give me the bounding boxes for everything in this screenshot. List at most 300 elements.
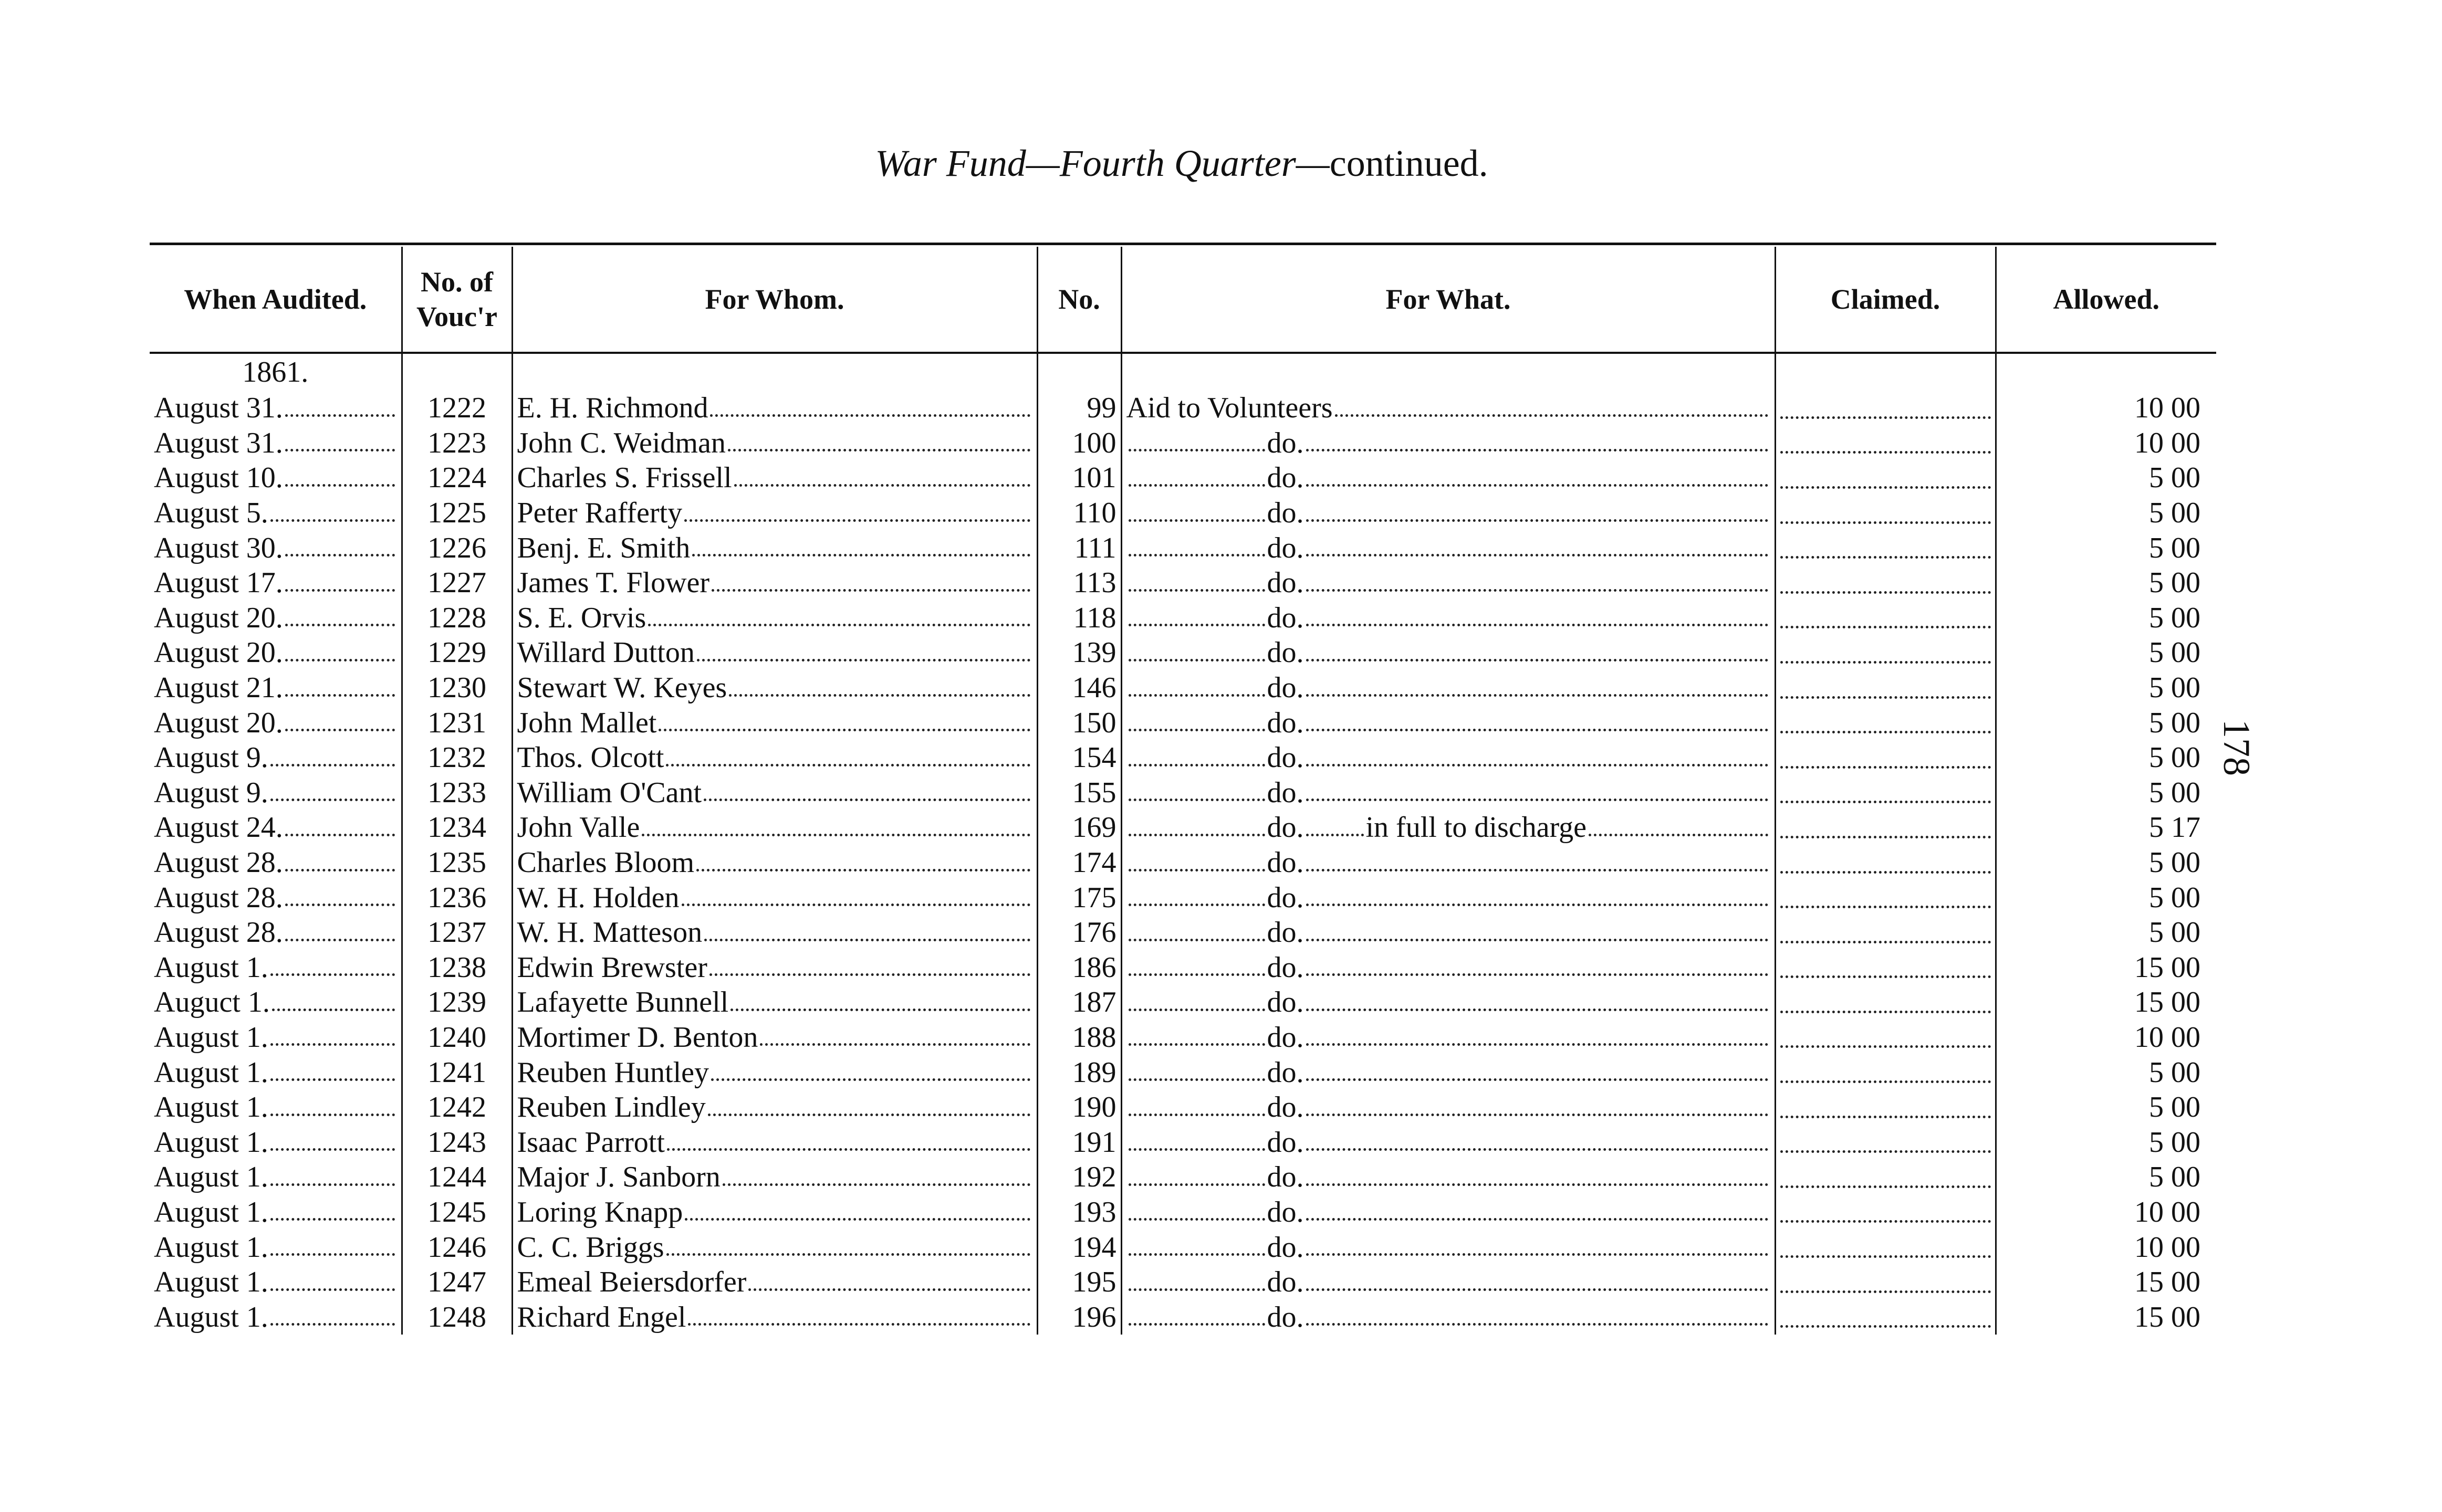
cell-for-whom	[512, 950, 1037, 985]
cell-allowed: 5 00	[1996, 670, 2216, 706]
table-row	[150, 1160, 2216, 1195]
cell-voucher: 1225	[402, 496, 512, 531]
cell-voucher: 1226	[402, 530, 512, 565]
dot-leader	[270, 1148, 395, 1151]
dot-leader	[285, 869, 395, 872]
date-text: August 21.	[154, 671, 283, 705]
cell-no: 176	[1037, 915, 1121, 950]
dot-leader	[270, 519, 395, 522]
dot-leader	[642, 834, 1030, 836]
cell-allowed: 5 00	[1996, 845, 2216, 880]
what-text: do.	[1267, 636, 1304, 669]
page-title-italic: War Fund—Fourth Quarter—	[875, 142, 1330, 184]
dot-leader	[1306, 1183, 1768, 1186]
whom-text: W. H. Holden	[517, 881, 680, 914]
cell-date	[150, 1265, 402, 1300]
cell-for-what	[1121, 460, 1775, 496]
dot-leader	[270, 1183, 395, 1186]
dot-leader	[710, 414, 1030, 417]
dot-leader	[1780, 451, 1991, 454]
dot-leader	[270, 1078, 395, 1081]
date-text: August 17.	[154, 566, 283, 600]
dot-leader	[1306, 1253, 1768, 1256]
whom-text: Major J. Sanborn	[517, 1161, 721, 1194]
dot-leader	[1780, 486, 1991, 489]
cell-for-what	[1121, 705, 1775, 740]
cell-date	[150, 391, 402, 426]
dot-leader	[1780, 416, 1991, 419]
cell-allowed: 5 00	[1996, 565, 2216, 601]
table-row	[150, 705, 2216, 740]
what-extra-text: in full to discharge	[1365, 811, 1587, 844]
dot-leader	[666, 1253, 1030, 1256]
date-text: August 28.	[154, 881, 283, 914]
cell-claimed	[1775, 985, 1996, 1020]
dot-leader	[1129, 449, 1265, 452]
cell-allowed: 5 00	[1996, 1055, 2216, 1090]
cell-date	[150, 985, 402, 1020]
cell-for-whom	[512, 1160, 1037, 1195]
cell-date	[150, 1299, 402, 1335]
cell-no: 193	[1037, 1195, 1121, 1230]
what-text: do.	[1267, 916, 1304, 949]
dot-leader	[285, 414, 395, 417]
what-text: do.	[1267, 1091, 1304, 1124]
cell-allowed: 5 00	[1996, 635, 2216, 670]
table-row	[150, 530, 2216, 565]
cell-for-whom	[512, 530, 1037, 565]
cell-voucher: 1239	[402, 985, 512, 1020]
whom-text: Stewart W. Keyes	[517, 671, 727, 705]
cell-claimed	[1775, 705, 1996, 740]
cell-voucher: 1237	[402, 915, 512, 950]
cell-claimed	[1775, 1020, 1996, 1055]
cell-allowed: 5 00	[1996, 915, 2216, 950]
cell-voucher: 1243	[402, 1125, 512, 1160]
cell-date	[150, 915, 402, 950]
dot-leader	[1780, 1325, 1991, 1328]
what-text: do.	[1267, 706, 1304, 739]
page-number: 178	[2216, 719, 2258, 776]
cell-no: 146	[1037, 670, 1121, 706]
whom-text: E. H. Richmond	[517, 392, 708, 425]
cell-allowed: 5 00	[1996, 460, 2216, 496]
cell-allowed: 5 00	[1996, 740, 2216, 775]
cell-no: 118	[1037, 601, 1121, 636]
date-text: August 20.	[154, 601, 283, 634]
table-row	[150, 1125, 2216, 1160]
cell-no: 111	[1037, 530, 1121, 565]
dot-leader	[1306, 624, 1768, 626]
what-text: do.	[1267, 1231, 1304, 1264]
header-claimed: Claimed.	[1775, 247, 1996, 353]
cell-claimed	[1775, 915, 1996, 950]
year-label: 1861.	[242, 356, 309, 388]
dot-leader	[1306, 659, 1768, 662]
dot-leader	[1306, 904, 1768, 906]
dot-leader	[1306, 939, 1768, 941]
date-text: August 1.	[154, 1056, 268, 1089]
dot-leader	[1306, 973, 1768, 976]
cell-for-whom	[512, 810, 1037, 845]
dot-leader	[1306, 834, 1364, 836]
date-text: August 10.	[154, 461, 283, 495]
cell-date	[150, 1160, 402, 1195]
dot-leader	[682, 904, 1030, 906]
cell-no: 187	[1037, 985, 1121, 1020]
date-text: August 1.	[154, 1091, 268, 1124]
dot-leader	[1306, 1148, 1768, 1151]
dot-leader	[1129, 764, 1265, 766]
date-text: August 24.	[154, 811, 283, 844]
cell-allowed: 10 00	[1996, 1020, 2216, 1055]
dot-leader	[1306, 1078, 1768, 1081]
whom-text: James T. Flower	[517, 566, 710, 600]
dot-leader	[285, 904, 395, 906]
dot-leader	[1129, 834, 1265, 836]
cell-date	[150, 601, 402, 636]
date-text: August 28.	[154, 846, 283, 879]
cell-voucher: 1224	[402, 460, 512, 496]
cell-for-what	[1121, 496, 1775, 531]
cell-claimed	[1775, 810, 1996, 845]
cell-claimed	[1775, 1265, 1996, 1300]
cell-date	[150, 1020, 402, 1055]
cell-voucher: 1223	[402, 426, 512, 461]
cell-for-whom	[512, 1230, 1037, 1265]
whom-text: John Mallet	[517, 706, 657, 739]
cell-no: 194	[1037, 1230, 1121, 1265]
cell-allowed: 10 00	[1996, 426, 2216, 461]
cell-date	[150, 426, 402, 461]
cell-voucher: 1230	[402, 670, 512, 706]
dot-leader	[285, 729, 395, 731]
table-row	[150, 985, 2216, 1020]
cell-voucher: 1229	[402, 635, 512, 670]
dot-leader	[1780, 1255, 1991, 1258]
date-text: August 1.	[154, 1266, 268, 1299]
cell-no: 192	[1037, 1160, 1121, 1195]
cell-voucher: 1231	[402, 705, 512, 740]
dot-leader	[1780, 1185, 1991, 1188]
cell-allowed: 5 00	[1996, 496, 2216, 531]
dot-leader	[285, 589, 395, 592]
cell-voucher: 1234	[402, 810, 512, 845]
date-text: August 1.	[154, 1231, 268, 1264]
dot-leader	[684, 519, 1030, 522]
dot-leader	[1129, 659, 1265, 662]
cell-for-what	[1121, 880, 1775, 915]
cell-for-what	[1121, 670, 1775, 706]
dot-leader	[667, 1148, 1030, 1151]
dot-leader	[1306, 799, 1768, 801]
dot-leader	[1129, 799, 1265, 801]
date-text: August 1.	[154, 1300, 268, 1334]
dot-leader	[692, 554, 1030, 556]
cell-for-whom	[512, 426, 1037, 461]
cell-date	[150, 740, 402, 775]
cell-claimed	[1775, 880, 1996, 915]
what-text: do.	[1267, 497, 1304, 530]
header-voucher-no: No. of Vouc'r	[402, 247, 512, 353]
table-row	[150, 670, 2216, 706]
cell-allowed: 15 00	[1996, 950, 2216, 985]
table-row	[150, 915, 2216, 950]
table-row	[150, 635, 2216, 670]
cell-voucher: 1240	[402, 1020, 512, 1055]
cell-allowed: 5 00	[1996, 601, 2216, 636]
cell-allowed: 5 00	[1996, 775, 2216, 811]
cell-for-what	[1121, 1055, 1775, 1090]
whom-text: Charles Bloom	[517, 846, 695, 879]
cell-no: 174	[1037, 845, 1121, 880]
cell-no: 189	[1037, 1055, 1121, 1090]
cell-voucher: 1242	[402, 1090, 512, 1125]
table-row	[150, 845, 2216, 880]
dot-leader	[1129, 1078, 1265, 1081]
cell-claimed	[1775, 530, 1996, 565]
cell-date	[150, 950, 402, 985]
table-row	[150, 1299, 2216, 1335]
dot-leader	[1306, 729, 1768, 731]
dot-leader	[708, 1114, 1030, 1116]
cell-for-whom	[512, 705, 1037, 740]
table-row	[150, 391, 2216, 426]
whom-text: William O'Cant	[517, 776, 702, 809]
dot-leader	[1306, 1114, 1768, 1116]
cell-for-what	[1121, 1230, 1775, 1265]
cell-date	[150, 775, 402, 811]
table-row	[150, 1230, 2216, 1265]
cell-for-whom	[512, 460, 1037, 496]
page-title	[0, 142, 2363, 185]
dot-leader	[1780, 1290, 1991, 1293]
dot-leader	[1780, 941, 1991, 943]
cell-voucher: 1228	[402, 601, 512, 636]
dot-leader	[1129, 1288, 1265, 1291]
cell-claimed	[1775, 1125, 1996, 1160]
cell-for-what	[1121, 915, 1775, 950]
cell-no: 139	[1037, 635, 1121, 670]
dot-leader	[704, 939, 1030, 941]
cell-for-what	[1121, 1265, 1775, 1300]
cell-for-whom	[512, 1090, 1037, 1125]
dot-leader	[730, 1009, 1030, 1011]
cell-allowed: 5 00	[1996, 1125, 2216, 1160]
table-row	[150, 810, 2216, 845]
dot-leader	[1780, 1220, 1991, 1223]
cell-for-what	[1121, 601, 1775, 636]
dot-leader	[270, 1288, 395, 1291]
whom-text: Mortimer D. Benton	[517, 1021, 758, 1054]
what-text: do.	[1267, 531, 1304, 564]
cell-claimed	[1775, 1055, 1996, 1090]
cell-for-whom	[512, 601, 1037, 636]
dot-leader	[1306, 554, 1768, 556]
what-text: do.	[1267, 951, 1304, 984]
dot-leader	[1306, 589, 1768, 592]
cell-voucher: 1235	[402, 845, 512, 880]
cell-voucher: 1232	[402, 740, 512, 775]
cell-date	[150, 1125, 402, 1160]
cell-for-whom	[512, 635, 1037, 670]
dot-leader	[1129, 624, 1265, 626]
dot-leader	[1335, 414, 1768, 417]
cell-date	[150, 845, 402, 880]
dot-leader	[1129, 484, 1265, 487]
what-text: do.	[1267, 846, 1304, 879]
ledger-body	[150, 353, 2216, 1335]
cell-for-whom	[512, 496, 1037, 531]
cell-for-what	[1121, 1299, 1775, 1335]
cell-for-whom	[512, 880, 1037, 915]
whom-text: S. E. Orvis	[517, 601, 646, 634]
date-text: August 1.	[154, 1021, 268, 1054]
dot-leader	[285, 659, 395, 662]
dot-leader	[760, 1043, 1030, 1046]
dot-leader	[1780, 556, 1991, 559]
cell-no: 169	[1037, 810, 1121, 845]
cell-claimed	[1775, 496, 1996, 531]
table-row	[150, 460, 2216, 496]
what-text: do.	[1267, 881, 1304, 914]
whom-text: Thos. Olcott	[517, 741, 664, 774]
cell-claimed	[1775, 775, 1996, 811]
dot-leader	[285, 449, 395, 452]
dot-leader	[1306, 1218, 1768, 1221]
cell-no: 113	[1037, 565, 1121, 601]
header-allowed: Allowed.	[1996, 247, 2216, 353]
whom-text: Loring Knapp	[517, 1195, 683, 1228]
cell-claimed	[1775, 845, 1996, 880]
dot-leader	[270, 1043, 395, 1046]
whom-text: Reuben Huntley	[517, 1056, 709, 1089]
dot-leader	[723, 1183, 1030, 1186]
cell-date	[150, 670, 402, 706]
whom-text: Charles S. Frissell	[517, 461, 732, 495]
cell-no: 188	[1037, 1020, 1121, 1055]
cell-claimed	[1775, 460, 1996, 496]
cell-no: 190	[1037, 1090, 1121, 1125]
cell-allowed: 10 00	[1996, 1195, 2216, 1230]
dot-leader	[748, 1288, 1030, 1291]
dot-leader	[1306, 1009, 1768, 1011]
date-text: August 31.	[154, 426, 283, 459]
date-text: August 5.	[154, 497, 268, 530]
dot-leader	[1129, 589, 1265, 592]
cell-allowed: 10 00	[1996, 1230, 2216, 1265]
cell-claimed	[1775, 740, 1996, 775]
what-text: do.	[1267, 566, 1304, 600]
dot-leader	[1780, 591, 1991, 594]
dot-leader	[712, 589, 1030, 592]
dot-leader	[1129, 1218, 1265, 1221]
date-text: August 20.	[154, 636, 283, 669]
what-text: do.	[1267, 1266, 1304, 1299]
cell-voucher: 1244	[402, 1160, 512, 1195]
dot-leader	[1129, 1253, 1265, 1256]
cell-voucher: 1227	[402, 565, 512, 601]
cell-no: 154	[1037, 740, 1121, 775]
date-text: August 9.	[154, 776, 268, 809]
dot-leader	[1780, 731, 1991, 733]
dot-leader	[1780, 801, 1991, 803]
cell-no: 191	[1037, 1125, 1121, 1160]
table-row	[150, 1055, 2216, 1090]
dot-leader	[704, 799, 1030, 801]
cell-for-whom	[512, 775, 1037, 811]
dot-leader	[285, 484, 395, 487]
table-row	[150, 740, 2216, 775]
cell-for-what	[1121, 635, 1775, 670]
cell-for-what	[1121, 391, 1775, 426]
cell-for-whom	[512, 565, 1037, 601]
cell-for-whom	[512, 845, 1037, 880]
cell-for-whom	[512, 391, 1037, 426]
date-text: August 1.	[154, 1161, 268, 1194]
whom-text: John Valle	[517, 811, 640, 844]
whom-text: Edwin Brewster	[517, 951, 707, 984]
dot-leader	[285, 834, 395, 836]
dot-leader	[1306, 1323, 1768, 1326]
cell-allowed: 15 00	[1996, 1265, 2216, 1300]
dot-leader	[270, 799, 395, 801]
what-text: do.	[1267, 461, 1304, 495]
dot-leader	[1129, 973, 1265, 976]
dot-leader	[285, 624, 395, 626]
dot-leader	[1129, 729, 1265, 731]
year-row	[150, 353, 2216, 391]
whom-text: Richard Engel	[517, 1300, 686, 1334]
dot-leader	[1306, 764, 1768, 766]
cell-allowed: 5 00	[1996, 530, 2216, 565]
dot-leader	[659, 729, 1030, 731]
date-text: August 9.	[154, 741, 268, 774]
cell-allowed: 5 17	[1996, 810, 2216, 845]
whom-text: Willard Dutton	[517, 636, 695, 669]
cell-claimed	[1775, 1090, 1996, 1125]
table-row	[150, 880, 2216, 915]
cell-claimed	[1775, 391, 1996, 426]
cell-date	[150, 496, 402, 531]
cell-for-what	[1121, 810, 1775, 845]
dot-leader	[1129, 1009, 1265, 1011]
dot-leader	[728, 449, 1030, 452]
what-text: do.	[1267, 1195, 1304, 1228]
table-row	[150, 1090, 2216, 1125]
dot-leader	[1129, 1148, 1265, 1151]
date-text: August 1.	[154, 1126, 268, 1159]
cell-voucher: 1236	[402, 880, 512, 915]
dot-leader	[285, 939, 395, 941]
cell-for-what	[1121, 426, 1775, 461]
dot-leader	[1780, 975, 1991, 978]
whom-text: Emeal Beiersdorfer	[517, 1266, 747, 1299]
cell-no: 150	[1037, 705, 1121, 740]
what-text: do.	[1267, 1056, 1304, 1089]
cell-for-what	[1121, 1195, 1775, 1230]
dot-leader	[1306, 484, 1768, 487]
dot-leader	[1780, 836, 1991, 838]
cell-claimed	[1775, 1160, 1996, 1195]
cell-for-what	[1121, 740, 1775, 775]
cell-for-whom	[512, 740, 1037, 775]
cell-allowed: 5 00	[1996, 880, 2216, 915]
dot-leader	[734, 484, 1030, 487]
dot-leader	[1306, 694, 1768, 697]
cell-no: 155	[1037, 775, 1121, 811]
cell-claimed	[1775, 601, 1996, 636]
